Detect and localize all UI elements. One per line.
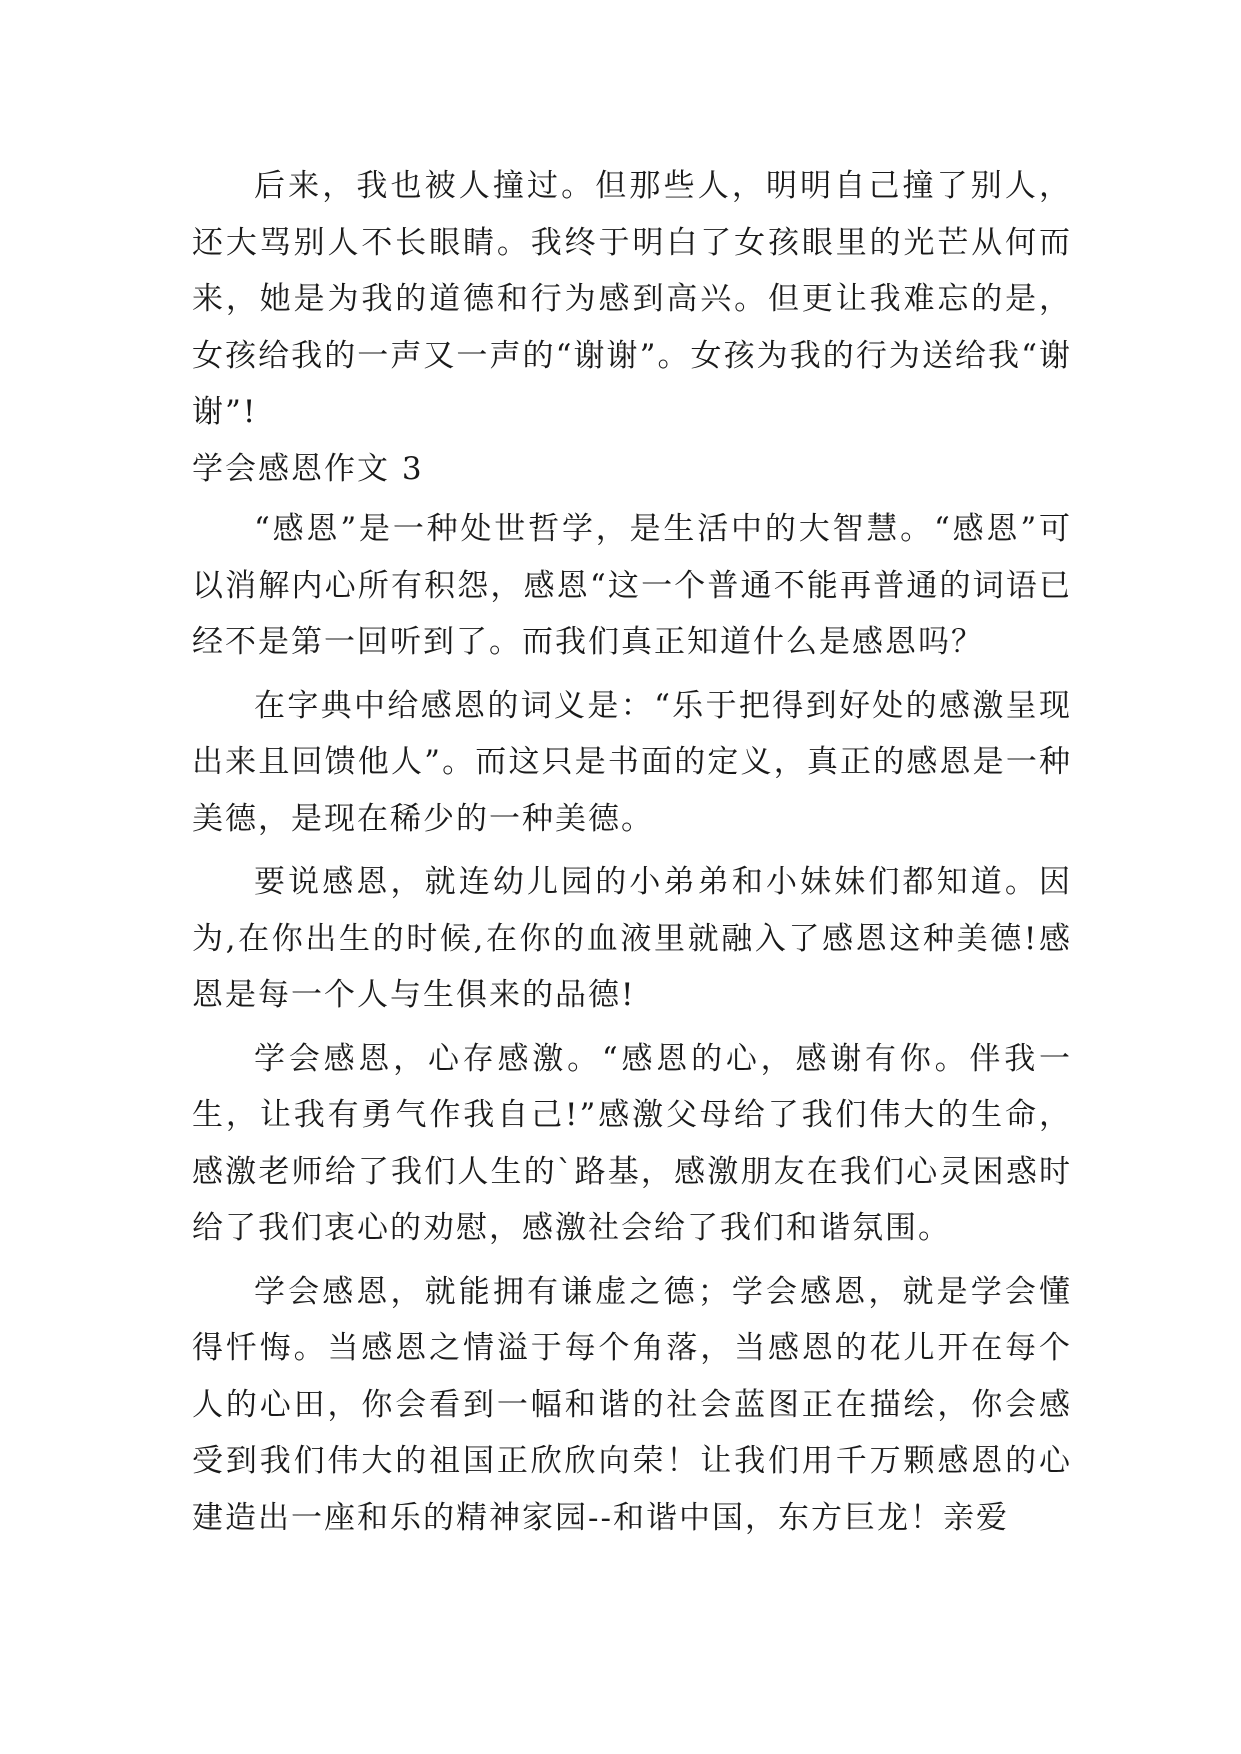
paragraph-1: “感恩”是一种处世哲学，是生活中的大智慧。“感恩”可以消解内心所有积怨，感恩“这一个普通不能再普通的词语已经不是第一回听到了。而我们真正知道什么是感恩吗？ bbox=[192, 511, 1072, 660]
paragraph-3: 要说感恩，就连幼儿园的小弟弟和小妹妹们都知道。因为,在你出生的时候,在你的血液里就融入了感恩这种美德!感恩是每一个人与生俱来的品德! bbox=[192, 864, 1072, 1013]
paragraph-5: 学会感恩，就能拥有谦虚之德；学会感恩，就是学会懂得忏悔。当感恩之情溢于每个角落，当感恩的花儿开在每个人的心田，你会看到一幅和谐的社会蓝图正在描绘，你会感受到我们伟大的祖国正欣欣向荣！让我们用千万颗感恩的心建造出一座和乐的精神家园--和谐中国，东方巨龙！亲爱 bbox=[192, 1273, 1072, 1536]
paragraph-4: 学会感恩，心存感激。“感恩的心，感谢有你。伴我一生，让我有勇气作我自己!”感激父母给了我们伟大的生命，感激老师给了我们人生的`路基，感激朋友在我们心灵困惑时给了我们衷心的劝慰，感激社会给了我们和谐氛围。 bbox=[192, 1040, 1072, 1246]
paragraph-story-ending: 后来，我也被人撞过。但那些人，明明自己撞了别人，还大骂别人不长眼睛。我终于明白了女孩眼里的光芒从何而来，她是为我的道德和行为感到高兴。但更让我难忘的是，女孩给我的一声又一声的“谢谢”。女孩为我的行为送给我“谢谢”! bbox=[192, 168, 1072, 430]
document-body bbox=[192, 158, 1072, 1546]
section-title: 学会感恩作文 3 bbox=[192, 450, 424, 487]
paragraph-2: 在字典中给感恩的词义是：“乐于把得到好处的感激呈现出来且回馈他人”。而这只是书面的定义，真正的感恩是一种美德，是现在稀少的一种美德。 bbox=[192, 687, 1072, 837]
